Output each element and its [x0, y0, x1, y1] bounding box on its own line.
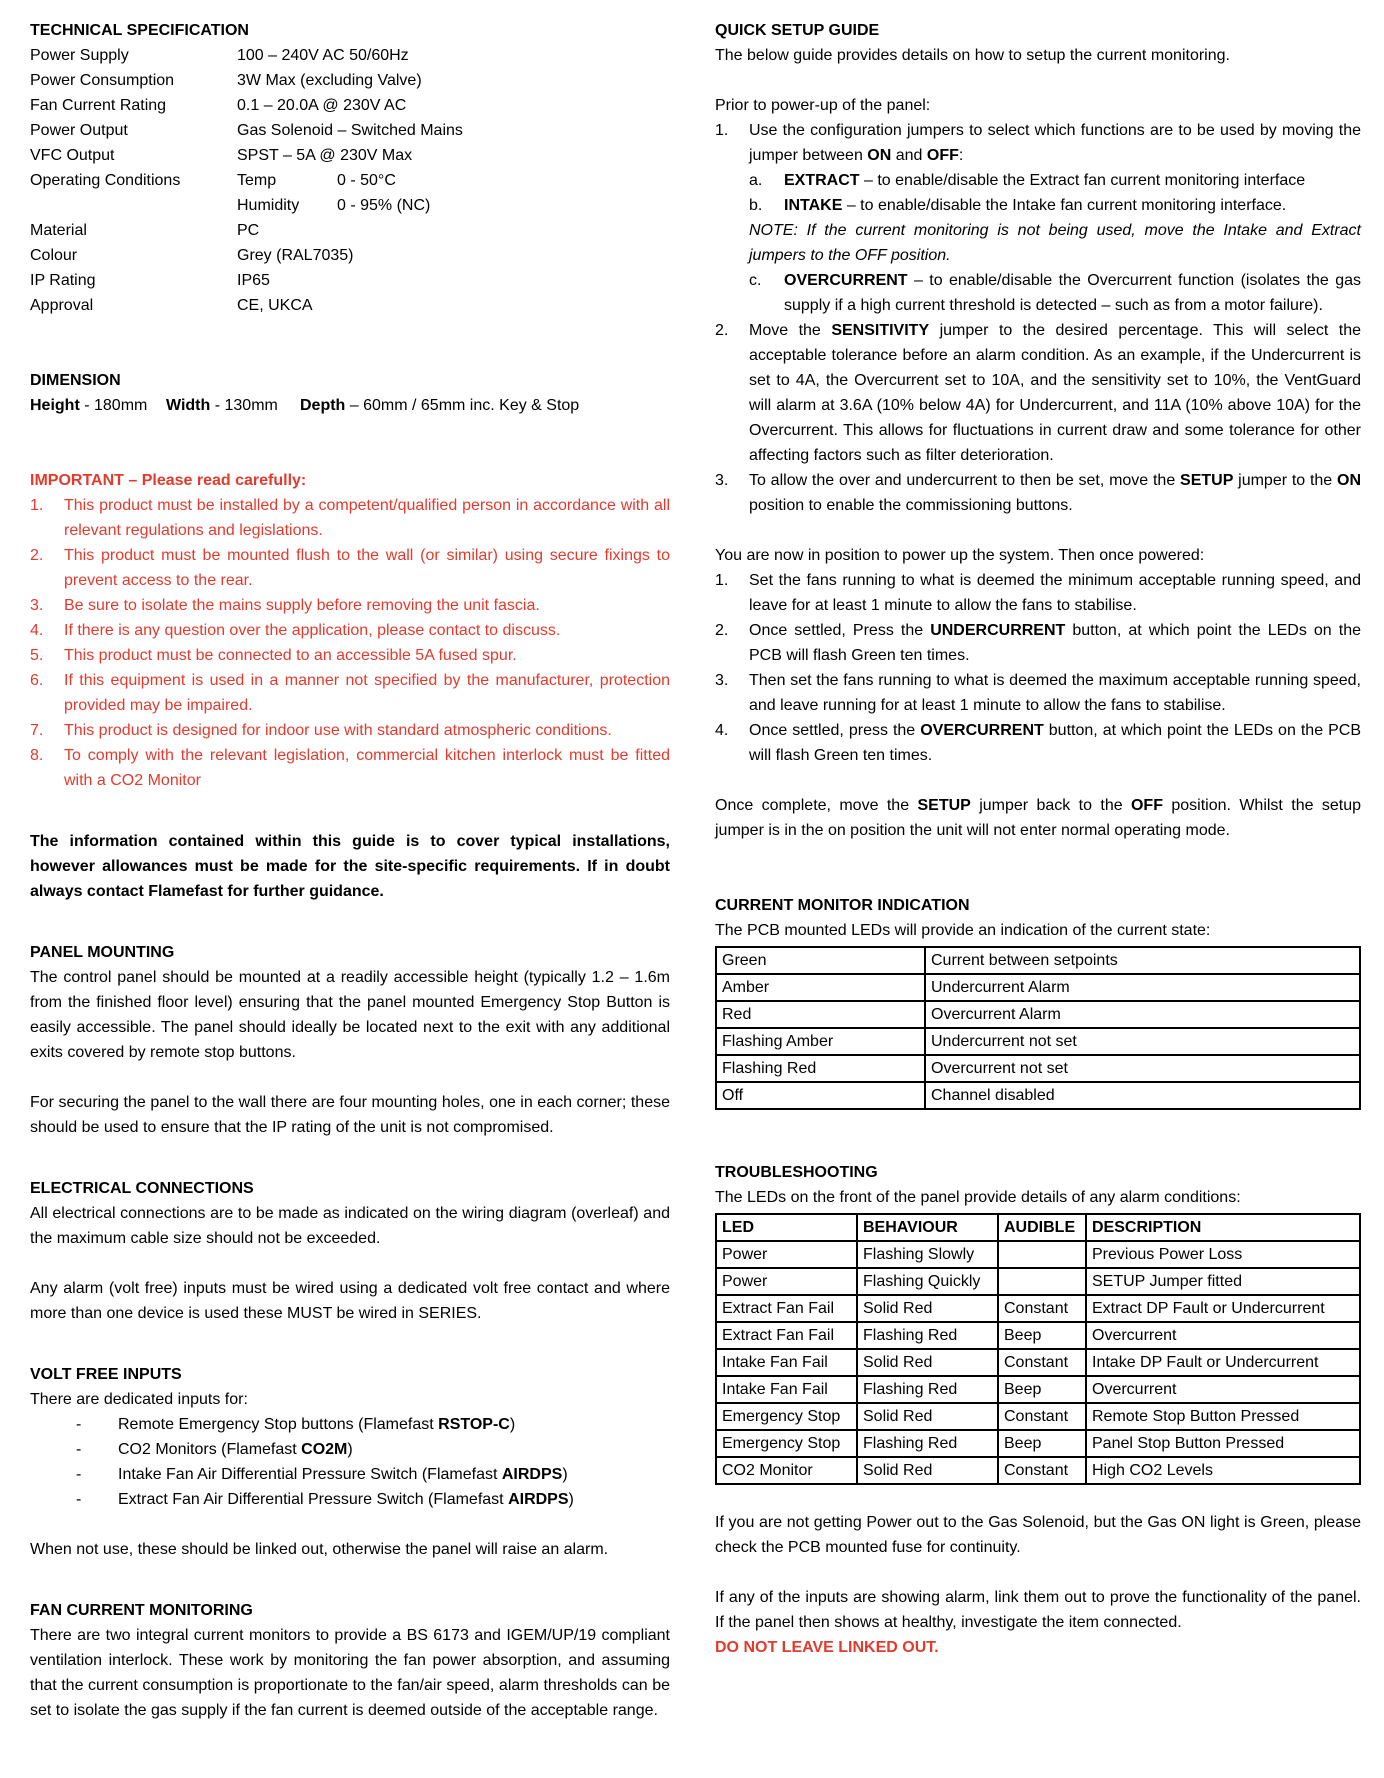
current-monitor-table	[715, 946, 1361, 1110]
led-state-cell: Flashing Amber	[716, 1028, 925, 1055]
setup-substep	[749, 268, 1361, 318]
spec-row	[30, 68, 670, 93]
header-behaviour: BEHAVIOUR	[857, 1214, 998, 1241]
volt-free-item	[76, 1412, 670, 1437]
item-number: 4.	[715, 722, 729, 739]
section-panel-mounting	[30, 940, 670, 1140]
spec-row	[30, 293, 670, 318]
item-number: 4.	[30, 622, 44, 639]
quick-setup-intro: The below guide provides details on how to setup the current monitoring.	[715, 47, 1230, 64]
spec-label	[30, 193, 237, 218]
item-number: 3.	[30, 597, 44, 614]
behaviour-cell: Solid Red	[857, 1349, 998, 1376]
meaning-cell: Overcurrent Alarm	[925, 1001, 1360, 1028]
volt-free-outro: When not use, these should be linked out, otherwise the panel will raise an alarm.	[30, 1541, 609, 1558]
item-text: Extract Fan Air Differential Pressure Switch (Flamefast AIRDPS)	[118, 1491, 574, 1508]
spec-value-2	[412, 143, 670, 168]
spec-value: PC	[237, 222, 260, 239]
led-state-cell: Red	[716, 1001, 925, 1028]
spec-row	[30, 218, 670, 243]
panel-mounting-paragraph-1: The control panel should be mounted at a readily accessible height (typically 1.2 – 1.6m from the finished floor level) ensuring that the panel mounted Emergency Stop Button is easily accessible. The panel should ideally be located next to the exit with any additional exits covered by remote stop buttons.	[30, 969, 670, 1061]
item-number: 6.	[30, 672, 44, 689]
table-row	[716, 1376, 1360, 1403]
current-monitor-title: CURRENT MONITOR INDICATION	[715, 897, 970, 914]
bullet-dash: -	[76, 1441, 82, 1458]
panel-mounting-title: PANEL MOUNTING	[30, 944, 175, 961]
spec-label: Power Output	[30, 122, 128, 139]
header-audible: AUDIBLE	[998, 1214, 1086, 1241]
fan-current-monitoring-title: FAN CURRENT MONITORING	[30, 1602, 253, 1619]
important-item	[30, 618, 670, 643]
spec-value-2	[354, 243, 671, 268]
item-text: If this equipment is used in a manner not specified by the manufacturer, protection provided may be impaired.	[64, 672, 670, 714]
meaning-cell: Undercurrent not set	[925, 1028, 1360, 1055]
spec-label: Material	[30, 222, 87, 239]
item-text: This product must be connected to an accessible 5A fused spur.	[64, 647, 517, 664]
table-row	[716, 1457, 1360, 1484]
behaviour-cell: Flashing Red	[857, 1430, 998, 1457]
audible-cell: Beep	[998, 1376, 1086, 1403]
description-cell: Remote Stop Button Pressed	[1086, 1403, 1360, 1430]
table-row	[716, 1082, 1360, 1109]
description-cell: Overcurrent	[1086, 1322, 1360, 1349]
table-row	[716, 1322, 1360, 1349]
important-item	[30, 718, 670, 743]
electrical-paragraph-1: All electrical connections are to be made as indicated on the wiring diagram (overleaf) and the maximum cable size should not be exceeded.	[30, 1205, 670, 1247]
led-cell: CO2 Monitor	[716, 1457, 857, 1484]
description-cell: Intake DP Fault or Undercurrent	[1086, 1349, 1360, 1376]
description-cell: Overcurrent	[1086, 1376, 1360, 1403]
spec-value-2	[463, 118, 670, 143]
table-row	[716, 1403, 1360, 1430]
section-fan-current-monitoring	[30, 1598, 670, 1723]
bullet-dash: -	[76, 1416, 82, 1433]
volt-free-item	[76, 1487, 670, 1512]
power-up-step	[715, 568, 1361, 618]
led-cell: Power	[716, 1241, 857, 1268]
meaning-cell: Overcurrent not set	[925, 1055, 1360, 1082]
important-item	[30, 643, 670, 668]
power-up-intro: You are now in position to power up the system. Then once powered:	[715, 547, 1205, 564]
table-row	[716, 974, 1360, 1001]
section-current-monitor-indication	[715, 893, 1361, 1110]
table-row	[716, 947, 1360, 974]
bullet-dash: -	[76, 1466, 82, 1483]
section-troubleshooting	[715, 1160, 1361, 1485]
led-cell: Intake Fan Fail	[716, 1349, 857, 1376]
spec-value-2	[337, 293, 670, 318]
item-text: This product is designed for indoor use with standard atmospheric conditions.	[64, 722, 612, 739]
dimension-title: DIMENSION	[30, 372, 121, 389]
spec-row	[30, 118, 670, 143]
item-text: Set the fans running to what is deemed the minimum acceptable running speed, and leave for at least 1 minute to allow the fans to stabilise.	[749, 572, 1361, 614]
spec-label: Operating Conditions	[30, 172, 181, 189]
audible-cell: Constant	[998, 1457, 1086, 1484]
current-monitor-intro: The PCB mounted LEDs will provide an indication of the current state:	[715, 922, 1211, 939]
behaviour-cell: Flashing Slowly	[857, 1241, 998, 1268]
troubleshooting-table	[715, 1213, 1361, 1485]
spec-row	[30, 168, 670, 193]
volt-free-inputs-title: VOLT FREE INPUTS	[30, 1366, 182, 1383]
led-cell: Extract Fan Fail	[716, 1295, 857, 1322]
item-letter: b.	[749, 197, 763, 214]
spec-value-2	[337, 268, 670, 293]
item-number: 5.	[30, 647, 44, 664]
item-text: INTAKE – to enable/disable the Intake fan current monitoring interface.	[784, 197, 1287, 214]
volt-free-intro: There are dedicated inputs for:	[30, 1391, 248, 1408]
item-text: Once settled, Press the UNDERCURRENT button, at which point the LEDs on the PCB will flash Green ten times.	[749, 622, 1362, 664]
important-item	[30, 743, 670, 793]
panel-mounting-paragraph-2: For securing the panel to the wall there are four mounting holes, one in each corner; these should be used to ensure that the IP rating of the unit is not compromised.	[30, 1094, 670, 1136]
troubleshooting-intro: The LEDs on the front of the panel provide details of any alarm conditions:	[715, 1189, 1241, 1206]
spec-value: Humidity	[237, 197, 300, 214]
important-title: IMPORTANT – Please read carefully:	[30, 472, 307, 489]
spec-value: Grey (RAL7035)	[237, 247, 354, 264]
important-item	[30, 593, 670, 618]
table-row	[716, 1349, 1360, 1376]
behaviour-cell: Flashing Quickly	[857, 1268, 998, 1295]
section-power-up	[715, 543, 1361, 843]
header-led: LED	[716, 1214, 857, 1241]
section-quick-setup-guide	[715, 18, 1361, 518]
electrical-connections-title: ELECTRICAL CONNECTIONS	[30, 1180, 254, 1197]
spec-label: Power Supply	[30, 47, 129, 64]
quick-setup-pre-list: Prior to power-up of the panel:	[715, 97, 931, 114]
dimension-width: Width - 130mm	[166, 397, 278, 414]
item-letter: c.	[749, 272, 762, 289]
item-number: 3.	[715, 672, 729, 689]
table-row	[716, 1241, 1360, 1268]
audible-cell	[998, 1241, 1086, 1268]
troubleshooting-title: TROUBLESHOOTING	[715, 1164, 878, 1181]
audible-cell: Beep	[998, 1322, 1086, 1349]
spec-label: Colour	[30, 247, 78, 264]
led-cell: Power	[716, 1268, 857, 1295]
item-text: If there is any question over the application, please contact to discuss.	[64, 622, 561, 639]
item-number: 3.	[715, 472, 729, 489]
quick-setup-title: QUICK SETUP GUIDE	[715, 22, 880, 39]
spec-row	[30, 43, 670, 68]
spec-value: 0.1 – 20.0A @ 230V AC	[237, 97, 407, 114]
item-number: 2.	[30, 547, 44, 564]
description-cell: High CO2 Levels	[1086, 1457, 1360, 1484]
spec-row	[30, 93, 670, 118]
description-cell: SETUP Jumper fitted	[1086, 1268, 1360, 1295]
footer-warning: DO NOT LEAVE LINKED OUT.	[715, 1639, 939, 1656]
behaviour-cell: Solid Red	[857, 1295, 998, 1322]
spec-value-2	[409, 43, 670, 68]
dimension-depth: Depth – 60mm / 65mm inc. Key & Stop	[300, 397, 580, 414]
spec-label: Fan Current Rating	[30, 97, 167, 114]
audible-cell: Constant	[998, 1349, 1086, 1376]
item-text: Then set the fans running to what is deemed the maximum acceptable running speed, and leave running for at least 1 minute to allow the fans to stabilise.	[749, 672, 1361, 714]
dimension-height: Height - 180mm	[30, 397, 148, 414]
spec-value-2	[406, 93, 670, 118]
setup-substep	[749, 193, 1361, 218]
item-number: 1.	[715, 122, 729, 139]
led-cell: Intake Fan Fail	[716, 1376, 857, 1403]
spec-value-2	[337, 218, 670, 243]
item-letter: a.	[749, 172, 763, 189]
right-column	[715, 18, 1361, 1723]
header-description: DESCRIPTION	[1086, 1214, 1360, 1241]
section-technical-specification	[30, 18, 670, 318]
volt-free-item	[76, 1437, 670, 1462]
led-state-cell: Amber	[716, 974, 925, 1001]
item-text: Be sure to isolate the mains supply before removing the unit fascia.	[64, 597, 540, 614]
dimension-values	[30, 393, 670, 418]
spec-value-2: 0 - 95% (NC)	[337, 197, 431, 214]
spec-value: Gas Solenoid – Switched Mains	[237, 122, 463, 139]
audible-cell: Beep	[998, 1430, 1086, 1457]
info-note: The information contained within this guide is to cover typical installations, however allowances must be made for the site-specific requirements. If in doubt always contact Flamefast for further guidance.	[30, 833, 670, 900]
item-text: EXTRACT – to enable/disable the Extract fan current monitoring interface	[784, 172, 1306, 189]
spec-label: Power Consumption	[30, 72, 175, 89]
behaviour-cell: Flashing Red	[857, 1376, 998, 1403]
footer-paragraph-2: If any of the inputs are showing alarm, link them out to prove the functionality of the panel. If the panel then shows at healthy, investigate the item connected.	[715, 1589, 1361, 1631]
power-up-step	[715, 668, 1361, 718]
item-body	[749, 118, 1361, 318]
table-row	[716, 1295, 1360, 1322]
spec-row	[30, 268, 670, 293]
section-footer-notes	[715, 1510, 1361, 1660]
item-text: Move the SENSITIVITY jumper to the desired percentage. This will select the acceptable tolerance before an alarm condition. As an example, if the Undercurrent is set to 4A, the Overcurrent set to 10A, and the sensitivity set to 10%, the VentGuard will alarm at 3.6A (10% below 4A) for Undercurrent, and 11A (10% above 10A) for the Overcurrent. This allows for fluctuations in current draw and some tolerance for other affecting factors such as filter deterioration.	[749, 322, 1361, 464]
bullet-dash: -	[76, 1491, 82, 1508]
item-text: To allow the over and undercurrent to then be set, move the SETUP jumper to the ON position to enable the commissioning buttons.	[749, 472, 1361, 514]
spec-label: VFC Output	[30, 147, 115, 164]
item-number: 1.	[30, 497, 44, 514]
item-number: 2.	[715, 622, 729, 639]
important-item	[30, 493, 670, 543]
table-row	[716, 1268, 1360, 1295]
item-text: Intake Fan Air Differential Pressure Switch (Flamefast AIRDPS)	[118, 1466, 568, 1483]
spec-value: 3W Max (excluding Valve)	[237, 72, 422, 89]
behaviour-cell: Solid Red	[857, 1457, 998, 1484]
spec-row	[30, 193, 670, 218]
spec-value: SPST – 5A @ 230V Max	[237, 147, 413, 164]
spec-value: IP65	[237, 272, 270, 289]
spec-row	[30, 143, 670, 168]
power-up-step	[715, 618, 1361, 668]
table-header-row	[716, 1214, 1360, 1241]
audible-cell: Constant	[998, 1403, 1086, 1430]
behaviour-cell: Flashing Red	[857, 1322, 998, 1349]
power-up-step	[715, 718, 1361, 768]
meaning-cell: Channel disabled	[925, 1082, 1360, 1109]
spec-value-2	[422, 68, 670, 93]
spec-value: CE, UKCA	[237, 297, 313, 314]
spec-value: Temp	[237, 172, 277, 189]
table-row	[716, 1430, 1360, 1457]
section-important	[30, 468, 670, 793]
item-text: OVERCURRENT – to enable/disable the Overcurrent function (isolates the gas supply if a high current threshold is detected – such as from a motor failure).	[784, 272, 1361, 314]
audible-cell	[998, 1268, 1086, 1295]
led-cell: Emergency Stop	[716, 1430, 857, 1457]
behaviour-cell: Solid Red	[857, 1403, 998, 1430]
electrical-paragraph-2: Any alarm (volt free) inputs must be wired using a dedicated volt free contact and where more than one device is used these MUST be wired in SERIES.	[30, 1280, 670, 1322]
led-cell: Emergency Stop	[716, 1403, 857, 1430]
setup-substep	[749, 168, 1361, 193]
fan-current-monitoring-paragraph: There are two integral current monitors to provide a BS 6173 and IGEM/UP/19 compliant ventilation interlock. These work by monitoring the fan power absorption, and assuming that the current consumption is proportionate to the fan/air speed, alarm thresholds can be set to isolate the gas supply if the fan current is deemed outside of the acceptable range.	[30, 1627, 670, 1719]
audible-cell: Constant	[998, 1295, 1086, 1322]
spec-label: IP Rating	[30, 272, 96, 289]
item-number: 7.	[30, 722, 44, 739]
section-dimension	[30, 368, 670, 418]
setup-step	[715, 118, 1361, 318]
description-cell: Previous Power Loss	[1086, 1241, 1360, 1268]
section-electrical-connections	[30, 1176, 670, 1326]
item-number: 8.	[30, 747, 44, 764]
led-state-cell: Flashing Red	[716, 1055, 925, 1082]
item-text: Use the configuration jumpers to select which functions are to be used by moving the jumper between ON and OFF:	[749, 122, 1361, 164]
item-text: Remote Emergency Stop buttons (Flamefast RSTOP-C)	[118, 1416, 516, 1433]
spec-row	[30, 243, 670, 268]
led-state-cell: Off	[716, 1082, 925, 1109]
description-cell: Panel Stop Button Pressed	[1086, 1430, 1360, 1457]
important-item	[30, 543, 670, 593]
item-text: This product must be installed by a competent/qualified person in accordance with all relevant regulations and legislations.	[64, 497, 670, 539]
spec-value-2: 0 - 50°C	[337, 172, 396, 189]
section-volt-free-inputs	[30, 1362, 670, 1562]
setup-step	[715, 468, 1361, 518]
meaning-cell: Undercurrent Alarm	[925, 974, 1360, 1001]
table-row	[716, 1028, 1360, 1055]
power-up-closing: Once complete, move the SETUP jumper back to the OFF position. Whilst the setup jumper is in the on position the unit will not enter normal operating mode.	[715, 797, 1362, 839]
setup-note: NOTE: If the current monitoring is not being used, move the Intake and Extract jumpers to the OFF position.	[749, 222, 1361, 264]
table-row	[716, 1001, 1360, 1028]
led-state-cell: Green	[716, 947, 925, 974]
item-text: Once settled, press the OVERCURRENT button, at which point the LEDs on the PCB will flash Green ten times.	[749, 722, 1361, 764]
description-cell: Extract DP Fault or Undercurrent	[1086, 1295, 1360, 1322]
item-number: 2.	[715, 322, 729, 339]
item-text: CO2 Monitors (Flamefast CO2M)	[118, 1441, 353, 1458]
setup-step	[715, 318, 1361, 468]
left-column	[30, 18, 670, 1723]
spec-value: 100 – 240V AC 50/60Hz	[237, 47, 409, 64]
footer-paragraph-1: If you are not getting Power out to the Gas Solenoid, but the Gas ON light is Green, please check the PCB mounted fuse for continuity.	[715, 1514, 1361, 1556]
volt-free-item	[76, 1462, 670, 1487]
item-text: To comply with the relevant legislation, commercial kitchen interlock must be fitted with a CO2 Monitor	[64, 747, 670, 789]
meaning-cell: Current between setpoints	[925, 947, 1360, 974]
led-cell: Extract Fan Fail	[716, 1322, 857, 1349]
important-item	[30, 668, 670, 718]
spec-label: Approval	[30, 297, 94, 314]
item-text: This product must be mounted flush to the wall (or similar) using secure fixings to prevent access to the rear.	[64, 547, 670, 589]
item-number: 1.	[715, 572, 729, 589]
table-row	[716, 1055, 1360, 1082]
technical-specification-title: TECHNICAL SPECIFICATION	[30, 22, 249, 39]
